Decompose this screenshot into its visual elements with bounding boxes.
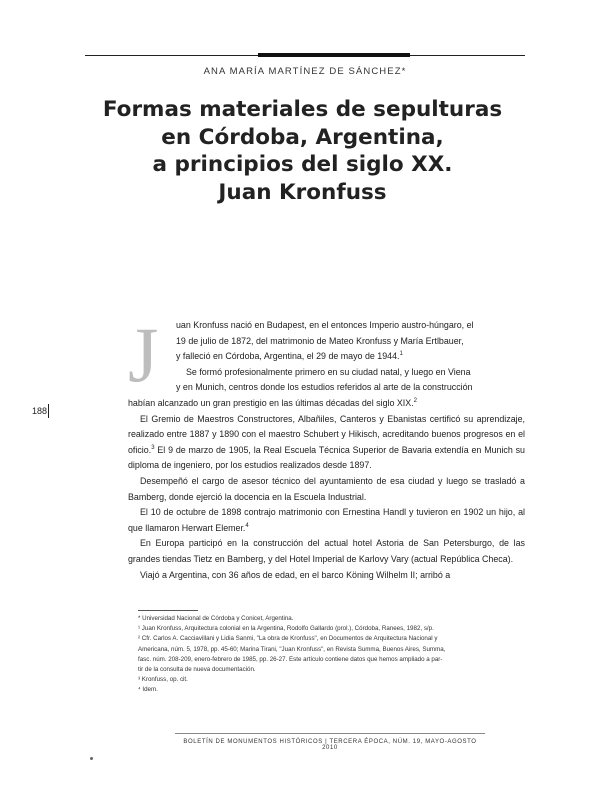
footnotes <box>138 614 525 696</box>
article-title <box>100 96 505 206</box>
journal-footer: BOLETÍN DE MONUMENTOS HISTÓRICOS | TERCERA ÉPOCA, NÚM. 19, MAYO-AGOSTO 2010 <box>183 739 477 751</box>
paragraph-2-line-3 <box>128 396 525 412</box>
paragraph-7: Viajó a Argentina, con 36 años de edad, en el barco Köning Wilhelm II; arribó a <box>140 569 451 580</box>
footnote-ref-1: 1 <box>399 351 403 358</box>
footnote-ref-4: 4 <box>245 522 249 529</box>
paragraph-1-line-1: uan Kronfuss nació en Budapest, en el entonces Imperio austro-húngaro, el <box>176 320 474 330</box>
footnote-ref-3: 3 <box>151 444 155 451</box>
footnote-2-line-3: fasc. núm. 208-209, enero-febrero de 1985, pp. 26-27. Este artículo contiene datos que hemos ampliado a par- <box>138 655 443 663</box>
footnote-3: ³ Kronfuss, op. cit. <box>138 676 188 684</box>
page-number-bar <box>48 404 49 418</box>
footnote-4: ⁴ Idem. <box>138 686 158 694</box>
page-number: 188 <box>32 406 48 416</box>
footer-rule <box>175 733 485 734</box>
footnote-affiliation: * Universidad Nacional de Córdoba y Conicet, Argentina. <box>138 615 294 622</box>
paragraph-2-line-2: y en Munich, centros donde los estudios referidos al arte de la construcción <box>176 382 473 393</box>
footnote-ref-2: 2 <box>413 398 418 404</box>
paragraph-6: En Europa participó en la construcción del actual hotel Astoria de San Petersburgo, de las grandes tiendas Tietz en Bamberg, y del Hotel Imperial de Karlovy Vary (actual República Checa). <box>128 538 525 564</box>
paragraph-2-line-3-text: habían alcanzado un gran prestigio en las últimas décadas del siglo XIX. <box>128 397 414 408</box>
paragraph-5-text: El 10 de octubre de 1898 contrajo matrimonio con Ernestina Handl y tuvieron en 1902 un hijo, al que llamaron Herwart Elemer. <box>128 507 525 533</box>
paragraph-3-text-a: El Gremio de Maestros Constructores, Albañiles, Canteros y Ebanistas certificó su aprendizaje, realizado entre 1887 y 1890 con el maestro Schubert y Hikisch, acreditando buenos progresos en el oficio. <box>128 413 525 455</box>
author-name: ANA MARÍA MARTÍNEZ DE SÁNCHEZ* <box>203 66 407 77</box>
title-line-2: en Córdoba, Argentina, <box>161 124 444 150</box>
drop-cap: J <box>128 311 159 398</box>
paragraph-5 <box>128 505 525 536</box>
footnote-1: ¹ Juan Kronfuss, Arquitectura colonial en la Argentina, Rodolfo Gallardo (prol.), Córdoba, Ranees, 1982, s/p. <box>138 625 434 633</box>
footnote-2-line-2: Americana, núm. 5, 1978, pp. 45-60; Marina Tirani, "Juan Kronfuss", en Revista Summa, Buenos Aires, Summa, <box>138 645 446 653</box>
title-line-3: a principios del siglo XX. <box>152 152 453 177</box>
article-body <box>128 318 525 583</box>
paragraph-1 <box>138 318 525 365</box>
footnote-rule <box>138 610 198 611</box>
page-dot <box>90 757 93 760</box>
title-line-4: Juan Kronfuss <box>218 179 387 205</box>
footnote-2-line-4: tir de la consulta de nueva documentación. <box>138 666 256 674</box>
title-line-1: Formas materiales de sepulturas <box>102 97 503 122</box>
paragraph-3 <box>128 412 525 474</box>
paragraph-4: Desempeñó el cargo de asesor técnico del ayuntamiento de esa ciudad y luego se trasladó a Bamberg, donde ejerció la docencia en la Escuela Industrial. <box>128 475 525 502</box>
footnote-2-line-1: ² Cfr. Carlos A. Cacciavillani y Lidia Sanmi, "La obra de Kronfuss", en Documentos de Arquitectura Nacional y <box>138 635 438 643</box>
paragraph-1-line-3-text: y falleció en Córdoba, Argentina, el 29 de mayo de 1944. <box>176 351 400 362</box>
paragraph-1-line-2: 19 de julio de 1872, del matrimonio de Mateo Kronfuss y María Ertlbauer, <box>176 335 464 346</box>
paragraph-2-line-1: Se formó profesionalmente primero en su ciudad natal, y luego en Viena <box>186 366 471 377</box>
top-rule-accent <box>258 53 410 57</box>
paragraph-1-line-3 <box>138 349 525 365</box>
paragraph-2 <box>128 365 525 412</box>
paragraph-3-text-b: El 9 de marzo de 1905, la Real Escuela Técnica Superior de Bavaria extendía en Munich su diploma de ingeniero, por los estudios realizados desde 1897. <box>128 444 525 471</box>
